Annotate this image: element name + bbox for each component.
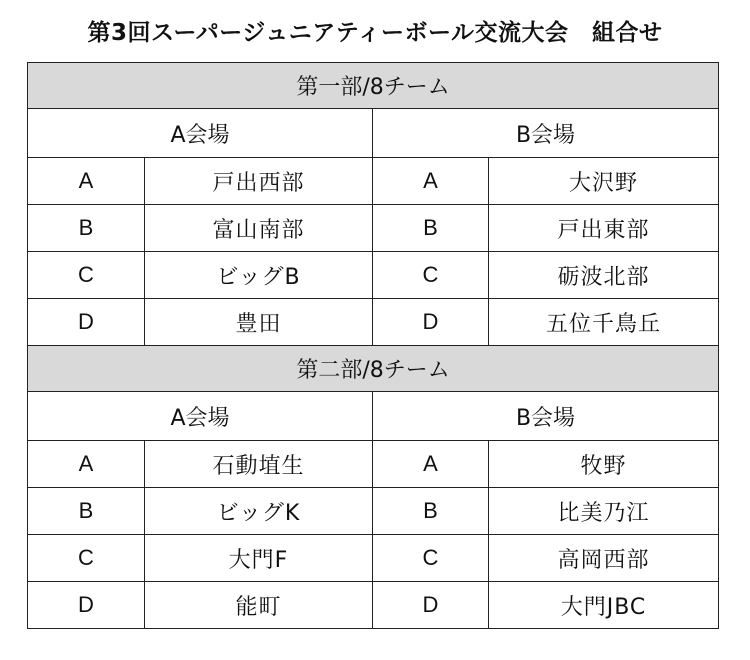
table-row — [28, 488, 719, 535]
venue-b-team: 砺波北部 — [489, 252, 719, 299]
venue-b-team: 戸出東部 — [489, 205, 719, 252]
venue-a-slot: A — [28, 158, 145, 205]
division-title: 第一部/8チーム — [28, 63, 719, 109]
venue-b-slot: A — [373, 441, 489, 488]
venue-b-slot: D — [373, 299, 489, 346]
venue-a-team: 戸出西部 — [145, 158, 373, 205]
venue-header-row — [28, 109, 719, 158]
venue-a-team: 豊田 — [145, 299, 373, 346]
table-row — [28, 252, 719, 299]
venue-a-slot: C — [28, 535, 145, 582]
venue-b-slot: C — [373, 252, 489, 299]
table-row — [28, 158, 719, 205]
venue-header-row — [28, 392, 719, 441]
venue-b-label: B会場 — [373, 109, 719, 158]
venue-b-slot: C — [373, 535, 489, 582]
venue-a-label: A会場 — [28, 392, 373, 441]
venue-a-label: A会場 — [28, 109, 373, 158]
division-header-row — [28, 346, 719, 392]
table-row — [28, 205, 719, 252]
venue-b-team: 高岡西部 — [489, 535, 719, 582]
division-title: 第二部/8チーム — [28, 346, 719, 392]
table-row — [28, 299, 719, 346]
table-row — [28, 441, 719, 488]
matchup-table — [27, 62, 719, 629]
venue-b-team: 五位千鳥丘 — [489, 299, 719, 346]
venue-b-label: B会場 — [373, 392, 719, 441]
venue-a-team: 富山南部 — [145, 205, 373, 252]
table-row — [28, 535, 719, 582]
venue-b-slot: D — [373, 582, 489, 629]
venue-b-slot: B — [373, 205, 489, 252]
venue-a-slot: D — [28, 582, 145, 629]
venue-b-team: 牧野 — [489, 441, 719, 488]
venue-a-slot: A — [28, 441, 145, 488]
venue-b-team: 大門JBC — [489, 582, 719, 629]
division-header-row — [28, 63, 719, 109]
venue-a-slot: C — [28, 252, 145, 299]
venue-b-team: 大沢野 — [489, 158, 719, 205]
venue-a-slot: B — [28, 205, 145, 252]
venue-a-team: 大門F — [145, 535, 373, 582]
venue-a-team: 能町 — [145, 582, 373, 629]
venue-b-slot: A — [373, 158, 489, 205]
page-title: 第3回スーパージュニアティーボール交流大会 組合せ — [87, 20, 663, 46]
venue-a-team: ビッグK — [145, 488, 373, 535]
venue-b-slot: B — [373, 488, 489, 535]
venue-a-slot: D — [28, 299, 145, 346]
venue-a-team: ビッグB — [145, 252, 373, 299]
venue-a-team: 石動埴生 — [145, 441, 373, 488]
venue-b-team: 比美乃江 — [489, 488, 719, 535]
table-row — [28, 582, 719, 629]
venue-a-slot: B — [28, 488, 145, 535]
